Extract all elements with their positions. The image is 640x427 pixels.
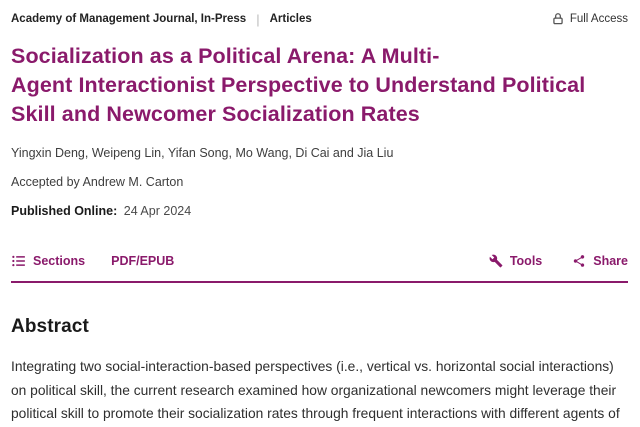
toolbar-right	[489, 254, 628, 268]
abstract-text: Integrating two social-interaction-based perspectives (i.e., vertical vs. horizontal social interactions) on political skill, the current research examined how organizational newcomers might leverage their political skill to promote their socialization rates through frequent interactions with different agents of	[11, 359, 620, 421]
share-label: Share	[593, 254, 628, 268]
breadcrumb-separator: |	[256, 11, 260, 27]
pdf-epub-button[interactable]	[111, 254, 174, 268]
title-line: Skill and Newcomer Socialization Rates	[11, 102, 420, 126]
accepted-by: Accepted by Andrew M. Carton	[11, 175, 184, 189]
tools-label: Tools	[509, 254, 543, 268]
journal-link[interactable]: Academy of Management Journal, In-Press	[11, 13, 247, 25]
lock-icon	[551, 12, 565, 26]
sections-button[interactable]	[11, 254, 85, 268]
title-line: Agent Interactionist Perspective to Understand Political	[11, 73, 586, 97]
published-line	[11, 204, 628, 218]
pdf-epub-label: PDF/EPUB	[111, 254, 175, 268]
sections-label: Sections	[33, 254, 86, 268]
section-divider	[11, 281, 628, 283]
access-label: Full Access	[569, 13, 628, 25]
published-label: Published Online:	[11, 204, 118, 218]
breadcrumb	[11, 13, 312, 26]
share-icon	[572, 254, 586, 268]
tools-button[interactable]	[489, 254, 542, 268]
article-title	[11, 42, 628, 129]
toolbar-left	[11, 254, 174, 268]
published-date: 24 Apr 2024	[123, 204, 192, 218]
list-icon	[11, 254, 26, 268]
article-toolbar	[11, 254, 628, 268]
author-list: Yingxin Deng, Weipeng Lin, Yifan Song, Mo Wang, Di Cai and Jia Liu	[11, 146, 394, 160]
access-badge	[551, 12, 628, 26]
articles-link[interactable]: Articles	[269, 13, 312, 25]
top-bar	[11, 12, 628, 26]
wrench-icon	[489, 254, 503, 268]
abstract-heading: Abstract	[11, 316, 89, 337]
share-button[interactable]	[572, 254, 628, 268]
title-line: Socialization as a Political Arena: A Multi-	[11, 44, 440, 68]
